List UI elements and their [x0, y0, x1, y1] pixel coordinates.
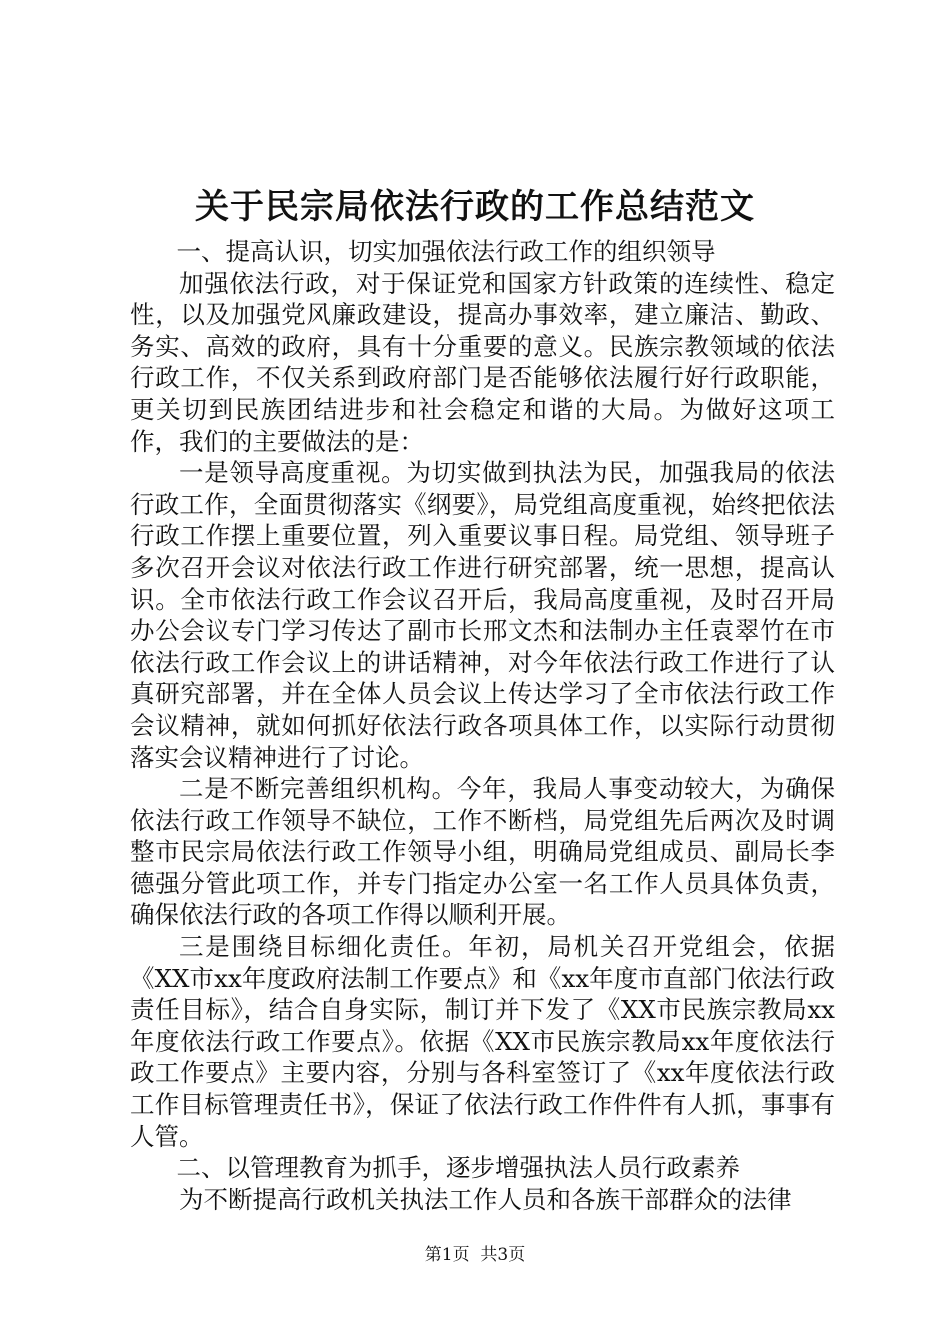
- page-footer: 第1页 共3页: [424, 1245, 526, 1265]
- document-body: [130, 236, 835, 1215]
- section-heading-2: 二、以管理教育为抓手，逐步增强执法人员行政素养: [176, 1153, 741, 1183]
- document-title: 关于民宗局依法行政的工作总结范文: [195, 187, 755, 227]
- paragraph-responsibility: 三是围绕目标细化责任。年初，局机关召开党组会，依据《XX市xx年度政府法制工作要点》和《xx年度市直部门依法行政责任目标》，结合自身实际，制订并下发了《XX市民族宗教局xx年度依法行政工作要点》。依据《XX市民族宗教局xx年度依法行政工作要点》主要内容，分别与各科室签订了《xx年度依法行政工作目标管理责任书》，保证了依法行政工作件件有人抓，事事有人管。: [130, 932, 835, 1151]
- section-heading-1: 一、提高认识，切实加强依法行政工作的组织领导: [176, 237, 716, 266]
- paragraph-organization: 二是不断完善组织机构。今年，我局人事变动较大，为确保依法行政工作领导不缺位，工作不断档，局党组先后两次及时调整市民宗局依法行政工作领导小组，明确局党组成员、副局长李德强分管此项工作，并专门指定办公室一名工作人员具体负责，确保依法行政的各项工作得以顺利开展。: [130, 774, 835, 930]
- paragraph-leadership: 一是领导高度重视。为切实做到执法为民，加强我局的依法行政工作，全面贯彻落实《纲要》，局党组高度重视，始终把依法行政工作摆上重要位置，列入重要议事日程。局党组、领导班子多次召开会议对依法行政工作进行研究部署，统一思想，提高认识。全市依法行政工作会议召开后，我局高度重视，及时召开局办公会议专门学习传达了副市长邢文杰和法制办主任袁翠竹在市依法行政工作会议上的讲话精神，对今年依法行政工作进行了认真研究部署，并在全体人员会议上传达学习了全市依法行政工作会议精神，就如何抓好依法行政各项具体工作，以实际行动贯彻落实会议精神进行了讨论。: [130, 458, 835, 772]
- paragraph-training: 为不断提高行政机关执法工作人员和各族干部群众的法律: [179, 1184, 792, 1214]
- paragraph-intro: 加强依法行政，对于保证党和国家方针政策的连续性、稳定性，以及加强党风廉政建设，提高办事效率，建立廉洁、勤政、务实、高效的政府，具有十分重要的意义。民族宗教领域的依法行政工作，不仅关系到政府部门是否能够依法履行好行政职能，更关切到民族团结进步和社会稳定和谐的大局。为做好这项工作，我们的主要做法的是：: [130, 268, 835, 456]
